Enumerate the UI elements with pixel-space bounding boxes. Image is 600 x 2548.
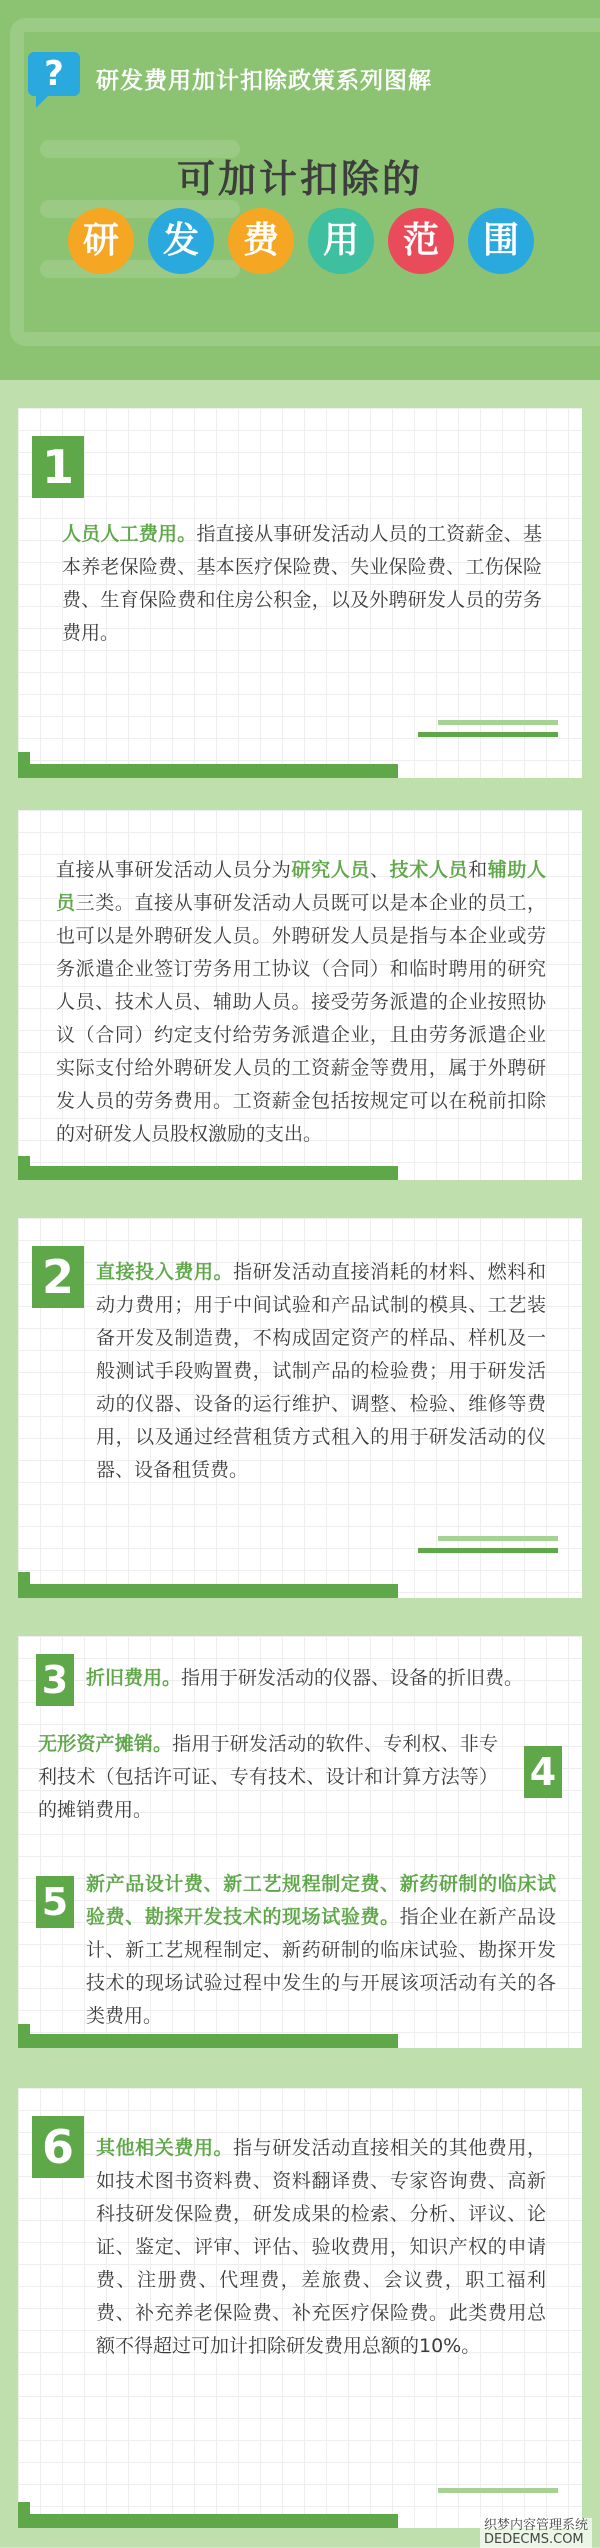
text-run: 和 <box>468 859 488 881</box>
section-text <box>86 1868 556 2033</box>
header-banner <box>0 0 600 380</box>
bottom-bar <box>18 1584 398 1598</box>
section-card-1-detail <box>18 810 582 1180</box>
text-run: 三类。直接从事研发活动人员既可以是本企业的员工，也可以是外聘研发人员。外聘研发人员是指与本企业或劳务派遣企业签订劳务用工协议（合同）和临时聘用的研究人员、技术人员、辅助人员。接受劳务派遣的企业按照协议（合同）约定支付给劳务派遣企业，且由劳务派遣企业实际支付给外聘研发人员的工资薪金等费用，属于外聘研发人员的劳务费用。工资薪金包括按规定可以在税前扣除的对研发人员股权激励的支出。 <box>56 892 546 1145</box>
section-text <box>56 854 546 1151</box>
subtitle-char-circle: 发 <box>148 208 214 274</box>
subtitle-char-circle: 范 <box>388 208 454 274</box>
subtitle-char-circle: 费 <box>228 208 294 274</box>
main-title: 可加计扣除的 <box>176 157 423 201</box>
section-number-badge: 2 <box>32 1246 84 1308</box>
question-icon: ? <box>28 52 80 96</box>
section-card-3-4-5 <box>18 1636 582 2048</box>
series-title: 研发费用加计扣除政策系列图解 <box>96 68 432 94</box>
deco-line <box>418 732 558 737</box>
section-card-2 <box>18 1218 582 1598</box>
highlight-researchers: 研究人员 <box>291 859 370 881</box>
section-body: 指用于研发活动的仪器、设备的折旧费。 <box>181 1667 524 1689</box>
section-heading: 人员人工费用。 <box>62 523 197 545</box>
section-text <box>86 1662 556 1695</box>
bottom-bar <box>18 764 398 778</box>
bottom-bar <box>18 2514 398 2528</box>
section-text <box>62 518 542 650</box>
deco-line <box>438 2488 558 2493</box>
bottom-bar <box>18 2034 398 2048</box>
watermark <box>480 2518 592 2548</box>
section-heading: 无形资产摊销。 <box>38 1733 173 1755</box>
subtitle-char-circle: 用 <box>308 208 374 274</box>
deco-line <box>418 1548 558 1553</box>
section-number-badge: 6 <box>32 2116 84 2178</box>
section-number-badge: 3 <box>36 1654 74 1706</box>
bottom-bar <box>18 1166 398 1180</box>
section-body: 指用于研发活动的软件、专利权、非专利技术（包括许可证、专有技术、设计和计算方法等）的摊销费用。 <box>38 1733 498 1821</box>
subtitle-circles <box>68 208 548 276</box>
text-run: 、 <box>369 859 390 881</box>
section-card-6 <box>18 2088 582 2528</box>
watermark-line: 织梦内容管理系统 <box>483 2518 588 2533</box>
section-heading: 直接投入费用。 <box>96 1261 234 1283</box>
subtitle-char-circle: 围 <box>468 208 534 274</box>
highlight-assistants: 辅助人员 <box>56 859 546 914</box>
section-body: 指企业在新产品设计、新工艺规程制定、新药研制的临床试验、勘探开发技术的现场试验过程中发生的与开展该项活动有关的各类费用。 <box>86 1906 556 2027</box>
watermark-line: DEDECMS.COM <box>483 2532 584 2547</box>
deco-line <box>438 1536 558 1541</box>
section-number-badge: 5 <box>36 1876 74 1928</box>
section-body: 指直接从事研发活动人员的工资薪金、基本养老保险费、基本医疗保险费、失业保险费、工伤保险费、生育保险费和住房公积金，以及外聘研发人员的劳务费用。 <box>62 523 542 644</box>
section-text <box>96 1256 546 1487</box>
section-body: 指研发活动直接消耗的材料、燃料和动力费用；用于中间试验和产品试制的模具、工艺装备开发及制造费，不构成固定资产的样品、样机及一般测试手段购置费，试制产品的检验费；用于研发活动的仪器、设备的运行维护、调整、检验、维修等费用，以及通过经营租赁方式租入的用于研发活动的仪器、设备租赁费。 <box>96 1261 546 1481</box>
section-number-badge: 1 <box>32 436 84 498</box>
section-text <box>96 2132 546 2363</box>
section-body: 指与研发活动直接相关的其他费用，如技术图书资料费、资料翻译费、专家咨询费、高新科技研发保险费，研发成果的检索、分析、评议、论证、鉴定、评审、评估、验收费用，知识产权的申请费、注册费、代理费，差旅费、会议费，职工福利费、补充养老保险费、补充医疗保险费。此类费用总额不得超过可加计扣除研发费用总额的10%。 <box>96 2137 546 2357</box>
section-number-badge: 4 <box>524 1746 562 1798</box>
section-heading: 折旧费用。 <box>86 1667 182 1689</box>
section-heading: 其他相关费用。 <box>96 2137 234 2159</box>
text-run: 直接从事研发活动人员分为 <box>56 859 292 881</box>
section-heading: 新产品设计费、新工艺规程制定费、新药研制的临床试验费、勘探开发技术的现场试验费。 <box>86 1873 556 1928</box>
subtitle-char-circle: 研 <box>68 208 134 274</box>
section-text <box>38 1728 498 1827</box>
deco-line <box>438 720 558 725</box>
section-card-1 <box>18 408 582 778</box>
highlight-technicians: 技术人员 <box>389 859 469 881</box>
